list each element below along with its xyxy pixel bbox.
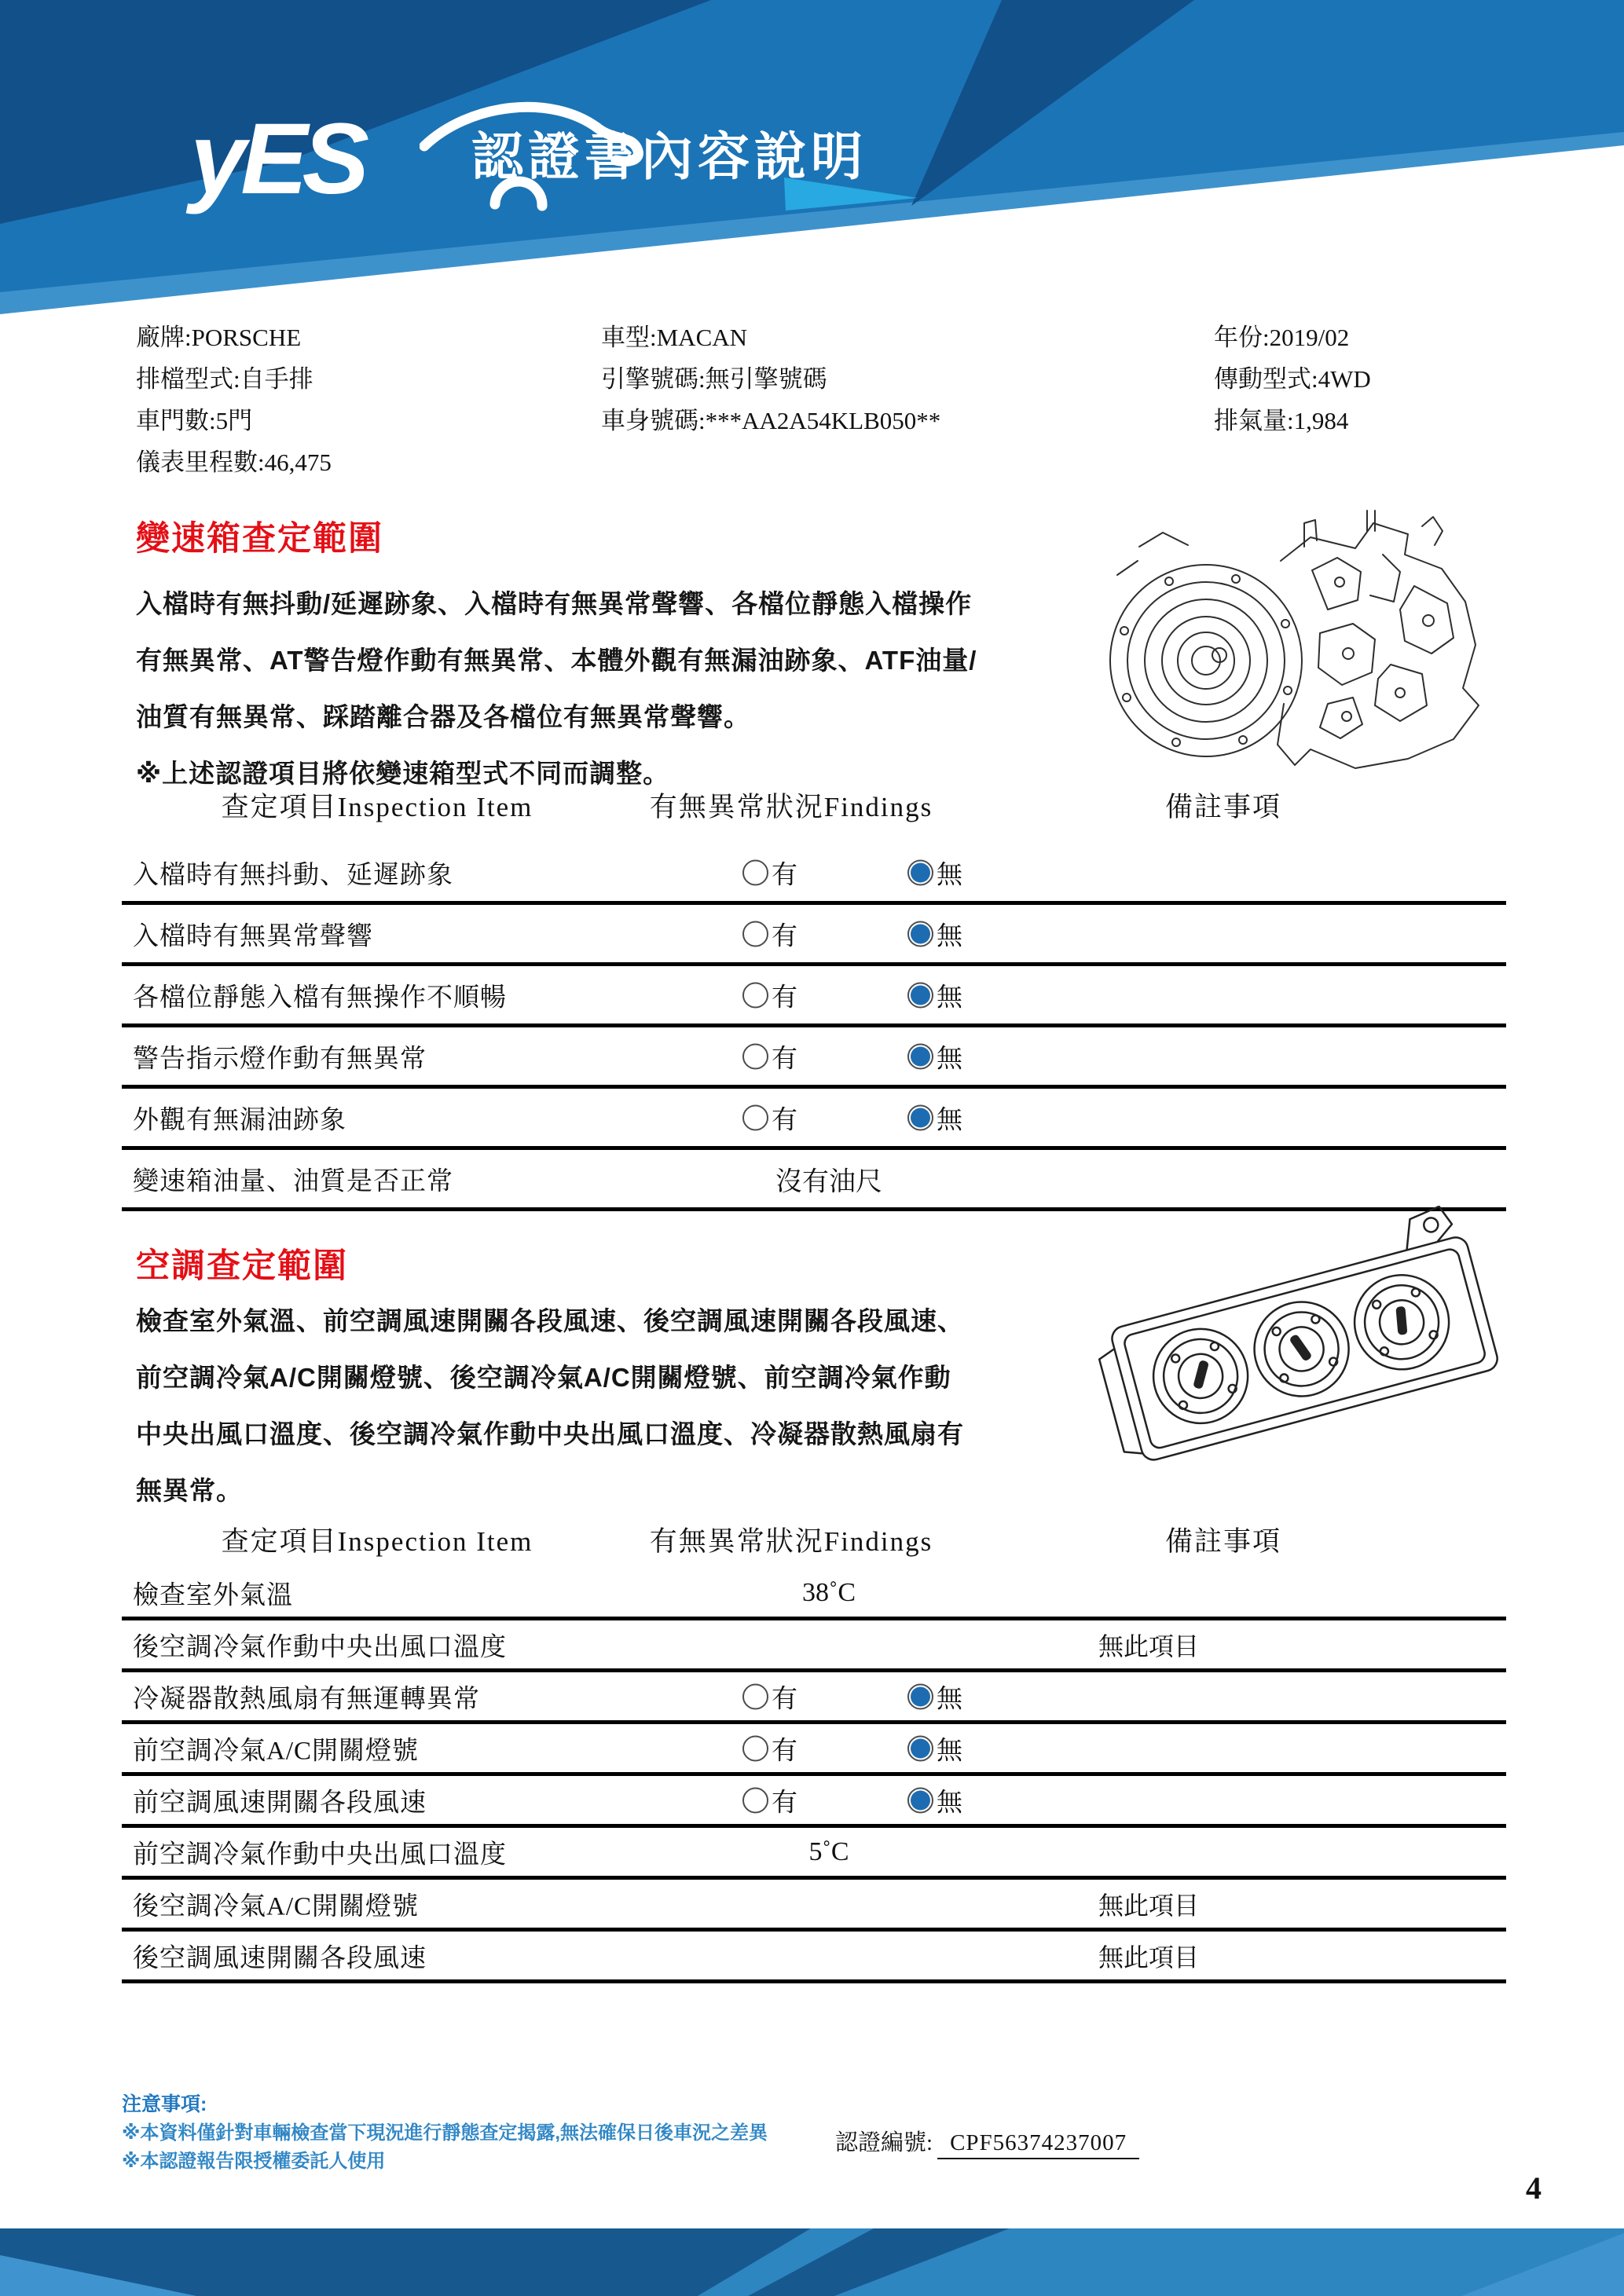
radio-unselected-icon bbox=[742, 982, 768, 1008]
radio-label: 有 bbox=[772, 861, 797, 889]
vehicle-info-item: 傳動型式:4WD bbox=[1214, 365, 1371, 393]
radio-option-no-issue[interactable] bbox=[907, 1730, 962, 1767]
radio-option-has-issue[interactable] bbox=[742, 976, 797, 1013]
radio-selected-icon bbox=[907, 1735, 933, 1761]
section-description-aircon bbox=[136, 1293, 1149, 1519]
vehicle-info-column bbox=[136, 317, 332, 483]
radio-selected-icon bbox=[907, 1787, 933, 1813]
inspection-item-label: 檢查室外氣溫 bbox=[133, 1581, 293, 1609]
table-header-item: 查定項目Inspection Item bbox=[221, 1526, 533, 1557]
radio-label: 無 bbox=[937, 1685, 962, 1713]
description-line: ※上述認證項目將依變速箱型式不同而調整。 bbox=[136, 759, 670, 788]
table-header-row bbox=[122, 785, 1506, 844]
note-line: ※本資料僅針對車輛檢查當下現況進行靜態查定揭露,無法確保日後車況之差異 bbox=[122, 2122, 768, 2144]
remark-text: 無此項目 bbox=[1098, 1943, 1200, 1972]
inspection-item-label: 變速箱油量、油質是否正常 bbox=[133, 1167, 453, 1196]
radio-selected-icon bbox=[907, 1683, 933, 1709]
table-header-remarks: 備註事項 bbox=[1164, 1526, 1282, 1557]
inspection-item-label: 後空調冷氣A/C開關燈號 bbox=[133, 1892, 420, 1921]
radio-selected-icon bbox=[907, 859, 933, 885]
radio-option-no-issue[interactable] bbox=[907, 1678, 962, 1715]
radio-option-has-issue[interactable] bbox=[742, 854, 797, 891]
radio-label: 有 bbox=[772, 1685, 797, 1713]
radio-selected-icon bbox=[907, 921, 933, 947]
remark-text: 無此項目 bbox=[1098, 1891, 1200, 1920]
radio-option-has-issue[interactable] bbox=[742, 1038, 797, 1075]
aircon-inspection-table bbox=[122, 1520, 1506, 1983]
radio-label: 無 bbox=[937, 1045, 962, 1073]
remark-text: 無此項目 bbox=[1098, 1631, 1200, 1661]
radio-option-has-issue[interactable] bbox=[742, 1099, 797, 1136]
transmission-illustration bbox=[1045, 500, 1501, 778]
radio-option-has-issue[interactable] bbox=[742, 915, 797, 952]
table-row bbox=[122, 1089, 1506, 1150]
vehicle-info bbox=[136, 317, 1519, 493]
footer-notes bbox=[122, 2089, 768, 2176]
table-header-row bbox=[122, 1520, 1506, 1569]
section-title-aircon: 空調查定範圍 bbox=[136, 1247, 348, 1285]
radio-label: 無 bbox=[937, 1789, 962, 1817]
table-row bbox=[122, 966, 1506, 1027]
radio-label: 有 bbox=[772, 1106, 797, 1134]
table-row bbox=[122, 1724, 1506, 1776]
table-row bbox=[122, 905, 1506, 966]
radio-unselected-icon bbox=[742, 859, 768, 885]
footer-band bbox=[0, 2228, 1624, 2296]
radio-unselected-icon bbox=[742, 1683, 768, 1709]
description-line: 無異常。 bbox=[136, 1476, 243, 1505]
radio-unselected-icon bbox=[742, 1735, 768, 1761]
radio-option-no-issue[interactable] bbox=[907, 915, 962, 952]
radio-label: 有 bbox=[772, 1737, 797, 1765]
inspection-item-label: 後空調風速開關各段風速 bbox=[133, 1944, 427, 1972]
radio-label: 有 bbox=[772, 1045, 797, 1073]
finding-value: 38˚C bbox=[802, 1577, 856, 1607]
table-row bbox=[122, 1932, 1506, 1983]
radio-selected-icon bbox=[907, 1043, 933, 1069]
page-number: 4 bbox=[1526, 2170, 1542, 2206]
table-header-findings: 有無異常狀況Findings bbox=[649, 792, 933, 822]
section-description-transmission bbox=[136, 576, 1149, 802]
radio-label: 無 bbox=[937, 1106, 962, 1134]
inspection-item-label: 警告指示燈作動有無異常 bbox=[133, 1045, 427, 1073]
inspection-item-label: 冷凝器散熱風扇有無運轉異常 bbox=[133, 1685, 480, 1713]
radio-unselected-icon bbox=[742, 1043, 768, 1069]
table-row bbox=[122, 844, 1506, 905]
vehicle-info-column bbox=[601, 317, 940, 441]
ac-panel-illustration bbox=[1091, 1206, 1519, 1477]
radio-label: 有 bbox=[772, 983, 797, 1012]
note-line: ※本認證報告限授權委託人使用 bbox=[122, 2151, 386, 2172]
inspection-item-label: 入檔時有無異常聲響 bbox=[133, 922, 373, 950]
table-row bbox=[122, 1620, 1506, 1672]
radio-label: 無 bbox=[937, 1737, 962, 1765]
description-line: 入檔時有無抖動/延遲跡象、入檔時有無異常聲響、各檔位靜態入檔操作 bbox=[136, 589, 973, 618]
description-line: 檢查室外氣溫、前空調風速開關各段風速、後空調風速開關各段風速、 bbox=[136, 1306, 964, 1335]
radio-label: 有 bbox=[772, 1789, 797, 1817]
notes-title: 注意事項: bbox=[122, 2093, 207, 2115]
table-row bbox=[122, 1828, 1506, 1880]
table-row bbox=[122, 1027, 1506, 1089]
radio-label: 無 bbox=[937, 922, 962, 950]
header-band bbox=[0, 0, 1624, 314]
inspection-item-label: 後空調冷氣作動中央出風口溫度 bbox=[133, 1633, 507, 1661]
table-row bbox=[122, 1150, 1506, 1211]
vehicle-info-item: 排氣量:1,984 bbox=[1214, 407, 1349, 434]
footer-background-shapes bbox=[0, 2228, 1624, 2296]
radio-option-no-issue[interactable] bbox=[907, 1038, 962, 1075]
table-row bbox=[122, 1776, 1506, 1828]
finding-value: 沒有油尺 bbox=[775, 1167, 882, 1196]
radio-option-no-issue[interactable] bbox=[907, 1782, 962, 1818]
description-line: 前空調冷氣A/C開關燈號、後空調冷氣A/C開關燈號、前空調冷氣作動 bbox=[136, 1363, 951, 1392]
radio-option-no-issue[interactable] bbox=[907, 976, 962, 1013]
radio-option-no-issue[interactable] bbox=[907, 854, 962, 891]
page-title: 認證書內容說明 bbox=[471, 127, 867, 185]
vehicle-info-column bbox=[1214, 317, 1371, 441]
radio-option-has-issue[interactable] bbox=[742, 1678, 797, 1715]
inspection-item-label: 前空調風速開關各段風速 bbox=[133, 1789, 427, 1817]
description-line: 有無異常、AT警告燈作動有無異常、本體外觀有無漏油跡象、ATF油量/ bbox=[136, 646, 977, 675]
radio-unselected-icon bbox=[742, 921, 768, 947]
radio-option-no-issue[interactable] bbox=[907, 1099, 962, 1136]
vehicle-info-item: 廠牌:PORSCHE bbox=[136, 324, 302, 351]
vehicle-info-item: 排檔型式:自手排 bbox=[136, 365, 313, 393]
inspection-item-label: 前空調冷氣作動中央出風口溫度 bbox=[133, 1840, 507, 1869]
vehicle-info-item: 儀表里程數:46,475 bbox=[136, 449, 332, 476]
table-row bbox=[122, 1672, 1506, 1724]
radio-unselected-icon bbox=[742, 1104, 768, 1130]
inspection-item-label: 前空調冷氣A/C開關燈號 bbox=[133, 1737, 420, 1765]
section-title-transmission: 變速箱查定範圍 bbox=[136, 520, 383, 558]
table-header-item: 查定項目Inspection Item bbox=[221, 792, 533, 822]
inspection-item-label: 外觀有無漏油跡象 bbox=[133, 1106, 346, 1134]
cert-number-field bbox=[835, 2125, 1139, 2159]
inspection-item-label: 各檔位靜態入檔有無操作不順暢 bbox=[133, 983, 507, 1012]
table-row bbox=[122, 1569, 1506, 1620]
radio-option-has-issue[interactable] bbox=[742, 1782, 797, 1818]
radio-selected-icon bbox=[907, 982, 933, 1008]
cert-label: 認證編號: bbox=[835, 2130, 933, 2155]
transmission-inspection-table bbox=[122, 785, 1506, 1211]
yes-logo-text: yES bbox=[190, 103, 364, 215]
vehicle-info-item: 車型:MACAN bbox=[601, 324, 748, 351]
table-header-findings: 有無異常狀況Findings bbox=[649, 1526, 933, 1557]
vehicle-info-item: 引擎號碼:無引擎號碼 bbox=[601, 365, 827, 393]
radio-label: 有 bbox=[772, 922, 797, 950]
radio-option-has-issue[interactable] bbox=[742, 1730, 797, 1767]
radio-label: 無 bbox=[937, 983, 962, 1012]
table-row bbox=[122, 1880, 1506, 1932]
vehicle-info-item: 車身號碼:***AA2A54KLB050** bbox=[601, 407, 941, 434]
inspection-item-label: 入檔時有無抖動、延遲跡象 bbox=[133, 861, 453, 889]
radio-label: 無 bbox=[937, 861, 962, 889]
finding-value: 5˚C bbox=[808, 1836, 849, 1866]
vehicle-info-item: 年份:2019/02 bbox=[1214, 324, 1350, 351]
description-line: 油質有無異常、踩踏離合器及各檔位有無異常聲響。 bbox=[136, 702, 750, 731]
radio-unselected-icon bbox=[742, 1787, 768, 1813]
description-line: 中央出風口溫度、後空調冷氣作動中央出風口溫度、冷凝器散熱風扇有 bbox=[136, 1419, 964, 1448]
radio-selected-icon bbox=[907, 1104, 933, 1130]
table-header-remarks: 備註事項 bbox=[1164, 792, 1282, 822]
vehicle-info-item: 車門數:5門 bbox=[136, 407, 253, 434]
cert-value: CPF56374237007 bbox=[937, 2130, 1139, 2159]
yes-logo bbox=[190, 101, 364, 242]
